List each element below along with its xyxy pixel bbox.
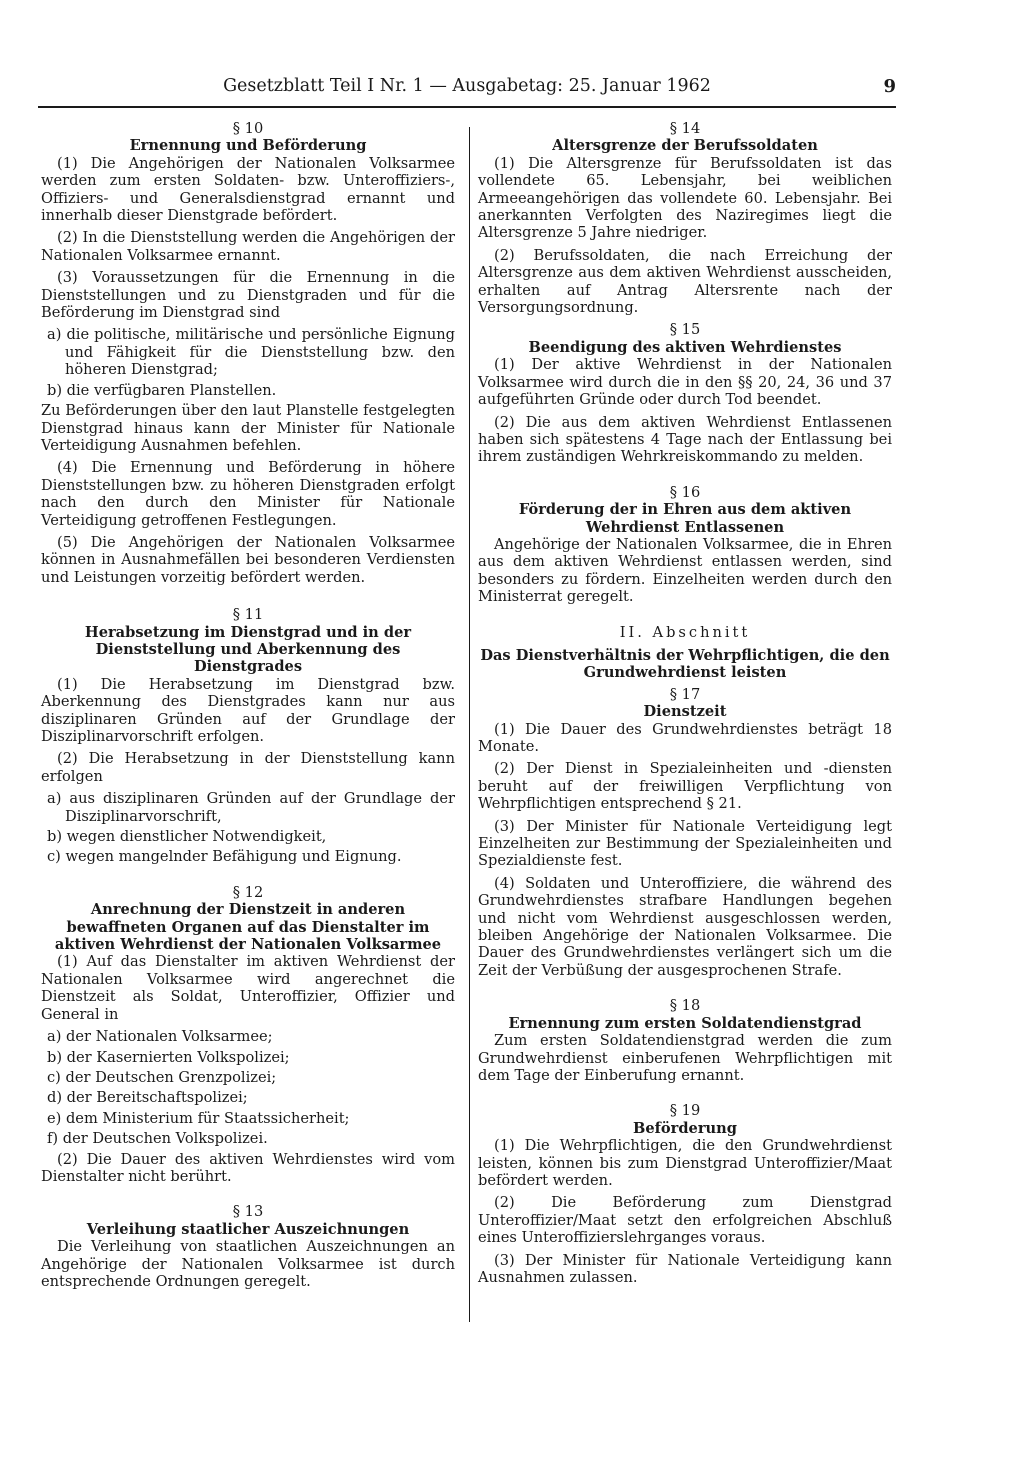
paragraph: Zu Beförderungen über den laut Planstelle festgelegten Dienstgrad hinaus kann der Minister für Nationale Verteidigung Ausnahmen befehlen. xyxy=(41,402,455,454)
chapter-label: II. Abschnitt xyxy=(619,623,751,641)
section-title: Verleihung staatlicher Auszeichnungen xyxy=(86,1220,410,1238)
section-number: § 11 xyxy=(232,606,264,624)
list-item: a) der Nationalen Volksarmee; xyxy=(47,1028,273,1046)
section-number: § 16 xyxy=(669,483,701,501)
paragraph: (3) Voraussetzungen für die Ernennung in die Dienststellungen und zu Dienstgraden und für die Beförderung im Dienstgrad sind xyxy=(41,269,455,322)
paragraph: (2) Die Dauer des aktiven Wehrdienstes wird vom Dienstalter nicht berührt. xyxy=(41,1150,455,1185)
section-title: Beförderung xyxy=(633,1119,737,1137)
section-title: Altersgrenze der Berufssoldaten xyxy=(552,137,818,155)
paragraph: (1) Die Herabsetzung im Dienstgrad bzw. Aberkennung des Dienstgrades kann nur aus disziplinaren Gründen auf der Grundlage der Disziplinarvorschrift erfolgen. xyxy=(41,675,455,745)
section-title: Ernennung zum ersten Soldatendienstgrad xyxy=(508,1014,862,1032)
section-number: § 12 xyxy=(232,883,264,901)
paragraph: (5) Die Angehörigen der Nationalen Volksarmee können in Ausnahmefällen bei besonderen Verdiensten und Leistungen vorzeitig befördert werden. xyxy=(41,533,455,586)
header-rule xyxy=(38,106,896,108)
paragraph: (1) Die Angehörigen der Nationalen Volksarmee werden zum ersten Soldaten- bzw. Unteroffiziers-, Offiziers- und Generalsdienstgrad ernannt und innerhalb dieser Dienstgrade befördert. xyxy=(41,154,455,225)
paragraph: (2) Berufssoldaten, die nach Erreichung der Altersgrenze aus dem aktiven Wehrdienst ausscheiden, erhalten auf Antrag Altersrente nach der Versorgungsordnung. xyxy=(478,246,892,317)
page-number: 9 xyxy=(883,76,896,97)
running-header: Gesetzblatt Teil I Nr. 1 — Ausgabetag: 25. Januar 1962 xyxy=(223,76,711,96)
paragraph: (1) Der aktive Wehrdienst in der Nationalen Volksarmee wird durch die in den §§ 20, 24, 36 und 37 aufgeführten Gründe oder durch Tod beendet. xyxy=(478,356,892,409)
paragraph: (4) Soldaten und Unteroffiziere, die während des Grundwehrdienstes strafbare Handlungen begehen und nicht vom Wehrdienst ausgeschlossen werden, bleiben Angehörige der Nationalen Volksarmee. Die Dauer des Grundwehrdienstes verlängert sich um die Zeit der Verbüßung der ausgesprochenen Strafe. xyxy=(478,874,892,979)
column-divider xyxy=(469,127,470,1322)
left-column xyxy=(41,120,455,1295)
paragraph: Angehörige der Nationalen Volksarmee, die in Ehren aus dem aktiven Wehrdienst entlassen werden, sind besonders zu fördern. Einzelheiten werden durch den Ministerrat geregelt. xyxy=(478,535,892,606)
paragraph: (1) Die Wehrpflichtigen, die den Grundwehrdienst leisten, können bis zum Dienstgrad Unteroffizier/Maat befördert werden. xyxy=(478,1137,892,1189)
paragraph: (4) Die Ernennung und Beförderung in höhere Dienststellungen bzw. zu höheren Dienstgraden erfolgt nach den durch den Minister für Nationale Verteidigung getroffenen Festlegungen. xyxy=(41,459,455,529)
paragraph: (1) Auf das Dienstalter im aktiven Wehrdienst der Nationalen Volksarmee wird angerechnet die Dienstzeit als Soldat, Unteroffizier, Offizier und General in xyxy=(41,953,455,1023)
paragraph: (2) Der Dienst in Spezialeinheiten und -diensten beruht auf der freiwilligen Verpflichtung von Wehrpflichtigen entsprechend § 21. xyxy=(478,760,892,813)
list-item: f) der Deutschen Volkspolizei. xyxy=(47,1130,268,1148)
section-number: § 13 xyxy=(232,1203,264,1221)
paragraph: Die Verleihung von staatlichen Auszeichnungen an Angehörige der Nationalen Volksarmee ist durch entsprechende Ordnungen geregelt. xyxy=(41,1238,455,1290)
section-number: § 17 xyxy=(669,685,701,703)
list-item: c) der Deutschen Grenzpolizei; xyxy=(47,1068,277,1086)
section-number: § 19 xyxy=(669,1102,701,1120)
list-item: a) aus disziplinaren Gründen auf der Grundlage der Disziplinarvorschrift, xyxy=(47,790,455,825)
list-item: b) der Kasernierten Volkspolizei; xyxy=(47,1048,290,1066)
list-item: e) dem Ministerium für Staatssicherheit; xyxy=(47,1109,350,1127)
list-item: b) die verfügbaren Planstellen. xyxy=(47,381,277,399)
list-item: b) wegen dienstlicher Notwendigkeit, xyxy=(47,828,327,846)
paragraph: (3) Der Minister für Nationale Verteidigung legt Einzelheiten zur Bestimmung der Spezialeinheiten und Spezialdienste fest. xyxy=(478,817,892,870)
section-title: Herabsetzung im Dienstgrad und in der Dienststellung und Aberkennung des Dienstgrades xyxy=(84,623,412,676)
paragraph: (1) Die Altersgrenze für Berufssoldaten ist das vollendete 65. Lebensjahr, bei weiblichen Armeeangehörigen das vollendete 60. Lebensjahr. Bei anerkannten Verfolgten des Naziregimes liegt die Altersgrenze 5 Jahre niedriger. xyxy=(478,154,892,242)
list-item: c) wegen mangelnder Befähigung und Eignung. xyxy=(47,848,402,866)
paragraph: (3) Der Minister für Nationale Verteidigung kann Ausnahmen zulassen. xyxy=(478,1251,892,1286)
section-title: Anrechnung der Dienstzeit in anderen bewaffneten Organen auf das Dienstalter im aktiven Wehrdienst der Nationalen Volksarmee xyxy=(54,901,442,954)
section-title: Beendigung des aktiven Wehrdienstes xyxy=(528,338,842,356)
paragraph: Zum ersten Soldatendienstgrad werden die zum Grundwehrdienst einberufenen Wehrpflichtigen mit dem Tage der Einberufung ernannt. xyxy=(478,1032,892,1084)
list-item: d) der Bereitschaftspolizei; xyxy=(47,1089,248,1107)
section-number: § 10 xyxy=(232,120,264,137)
right-column xyxy=(478,120,892,1291)
list-item: a) die politische, militärische und persönliche Eignung und Fähigkeit für die Dienststellung bzw. den höheren Dienstgrad; xyxy=(47,326,455,379)
chapter-title: Das Dienstverhältnis der Wehrpflichtigen, die den Grundwehrdienst leisten xyxy=(480,646,890,682)
paragraph: (1) Die Dauer des Grundwehrdienstes beträgt 18 Monate. xyxy=(478,720,892,755)
section-number: § 15 xyxy=(669,321,701,339)
section-number: § 18 xyxy=(669,997,701,1015)
paragraph: (2) Die Beförderung zum Dienstgrad Unteroffizier/Maat setzt den erfolgreichen Abschluß eines Unteroffizierslehrganges voraus. xyxy=(478,1194,892,1247)
paragraph: (2) Die Herabsetzung in der Dienststellung kann erfolgen xyxy=(41,750,455,785)
paragraph: (2) Die aus dem aktiven Wehrdienst Entlassenen haben sich spätestens 4 Tage nach der Entlassung bei ihrem zuständigen Wehrkreiskommando zu melden. xyxy=(478,413,892,466)
paragraph: (2) In die Dienststellung werden die Angehörigen der Nationalen Volksarmee ernannt. xyxy=(41,229,455,264)
section-number: § 14 xyxy=(669,120,701,137)
section-title: Förderung der in Ehren aus dem aktiven Wehrdienst Entlassenen xyxy=(518,501,852,536)
section-title: Dienstzeit xyxy=(643,703,727,721)
section-title: Ernennung und Beförderung xyxy=(129,137,367,155)
